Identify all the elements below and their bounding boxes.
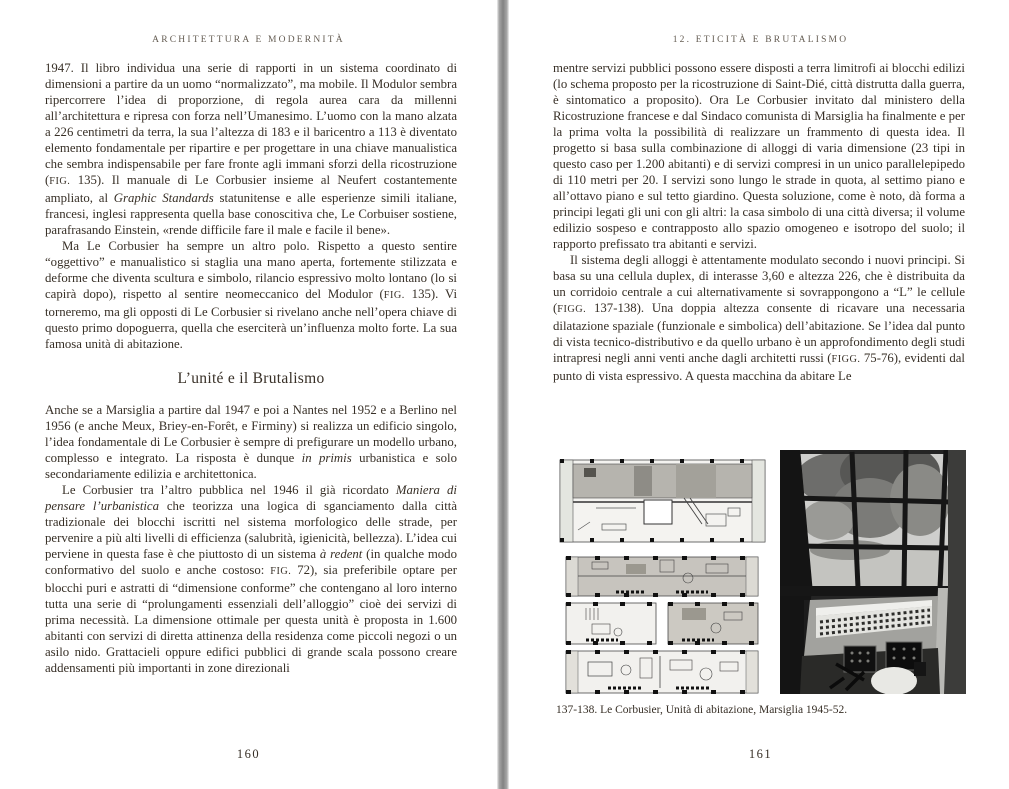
interior-photo <box>780 450 966 694</box>
running-head-right: 12. ETICITÀ E BRUTALISMO <box>672 35 849 45</box>
binding-gutter <box>497 0 509 789</box>
page-number-right: 161 <box>748 747 773 761</box>
figure-caption: 137-138. Le Corbusier, Unità di abitazione, Marsiglia 1945-52. <box>556 704 848 716</box>
unit-plans-figure <box>556 452 769 697</box>
plans-drawing <box>556 452 769 697</box>
section-heading: L’unité e il Brutalismo <box>177 370 325 387</box>
left-page-text-column <box>45 60 457 676</box>
floor-plan-entry <box>566 603 758 644</box>
floor-plan-lower <box>566 651 758 693</box>
running-head-left: ARCHITETTURA E MODERNITÀ <box>152 35 345 45</box>
paragraph: Anche se a Marsiglia a partire dal 1947 e poi a Nantes nel 1952 e a Berlino nel 1956 (e anche Meux, Briey-en-Forêt, e Firminy) si realizza un edificio singolo, l’idea fondamentale di Le Corbusier è sempre di prefigurare un modello urbano, complesso e integrato. La risposta è dunque in primis urbanistica e solo secondariamente edilizia e architettonica. <box>45 403 457 481</box>
page-number-left: 160 <box>236 747 261 761</box>
paragraph: 1947. Il libro individua una serie di rapporti in un sistema coordinato di dimensioni a partire da un uomo “normalizzato”, ma mobile. Il Modulor sembra ripercorrere l’idea di proporzione, di regola aurea cara da millenni all’architettura e ripresa con forza nell’Umanesimo. L’uomo con la mano alzata a 226 centimetri da terra, la sua l’altezza di 183 e il baricentro a 113 è diventato elemento fondamentale per ripartire e per progettare in una chiave manualistica che sembra indispensabile per fare fronte agli immani sforzi della ricostruzione (FIG. 135). Il manuale di Le Corbusier insieme al Neufert costantemente ampliato, al Graphic Standards statunitense e alle esperienze simili italiane, francesi, inglesi rappresenta quella base conoscitiva che, Le Corbuiser sostiene, parafrasando Einstein, «rende difficile fare il male e facile il bene». <box>45 61 457 237</box>
section-drawing <box>560 460 765 542</box>
paragraph: Ma Le Corbusier ha sempre un altro polo. Rispetto a questo sentire “oggettivo” e manualistico si staglia una mano aperta, fortemente stilizzata e deforme che diventa scultura e simbolo, rilancio espressivo molto lontano (lo si capirà dopo), rispetto al sentire neomeccanico del Modulor (FIG. 135). Vi torneremo, ma gli opposti di Le Corbusier si rivelano anche nell’opera chiave di questo primo dopoguerra, quella che eserciterà un’influenza molto forte. La sua famosa unità di abitazione. <box>45 239 457 351</box>
right-page-text-column <box>553 60 965 384</box>
paragraph: mentre servizi pubblici possono essere disposti a terra limitrofi ai blocchi edilizi (lo schema proposto per la ricostruzione di Saint-Dié, città distrutta dalla guerra, è sintomatico a proposito). Ora Le Corbusier invitato dal ministero della Ricostruzione francese e dal Sindaco comunista di Marsiglia ha finalmente e per la prima volta la possibilità di realizzare un frammento di questa idea. Il progetto si basa sulla combinazione di alloggi di varia dimensione (23 tipi in questo caso per 1.200 abitanti) e di servizi compresi in un unico parallelepipedo di 110 metri per 20. I servizi sono lungo le strade in quota, al settimo piano e all’ottavo piano e sul tetto giardino. Questa soluzione, come è noto, dà forma a principi legati gli uni con gli altri: la casa simbolo di una città diversa; il volume edilizio sospeso e contrapposto allo spazio omogeneo e isotropo del suolo; il rapporto prefissato tra abitanti e servizi. <box>553 61 965 251</box>
paragraph: Il sistema degli alloggi è attentamente modulato secondo i nuovi principi. Si basa su una cellula duplex, di interasse 3,60 e altezza 226, che è distribuita da un corridoio centrale a cui alternativamente si sovrappongono a “L” le cellule (FIGG. 137-138). Una doppia altezza consente di ricavare una necessaria dilatazione spaziale (funzionale e simbolica) dell’abitazione. Se l’idea dal punto di vista tecnico-distributivo e da quello urbano è un approfondimento degli studi intrapresi negli anni venti anche dagli architetti russi (FIGG. 75-76), evidenti dal punto di vista espressivo. A questa macchina da abitare Le <box>553 253 965 383</box>
interior-photo-figure <box>780 450 966 694</box>
paragraph: Le Corbusier tra l’altro pubblica nel 1946 il già ricordato Maniera di pensare l’urbanistica che teorizza una logica di sganciamento dalla città tradizionale dei blocchi iscritti nel sistema morfologico delle strade, per pervenire a più alti livelli di efficienza (salubrità, igienicità, bellezza). L’idea cui perviene in questa fase è che piuttosto di un sistema à redent (in qualche modo conformativo del suolo e anche costoso: FIG. 72), sia preferibile optare per blocchi puri e astratti di “dimensione conforme” che contengano al loro interno tutta una serie di “prolungamenti essenziali dell’alloggio” cioè dei servizi di prima necessità. La dimensione ottimale per questa unità è proposta in 1.600 abitanti con servizi di diretta attinenza della residenza come piccoli negozi o un asilo nido. Grattacieli oppure edifici pubblici di grande scala possono creare addensamenti più importanti in zone direzionali <box>45 483 458 675</box>
floor-plan-upper <box>566 557 758 596</box>
